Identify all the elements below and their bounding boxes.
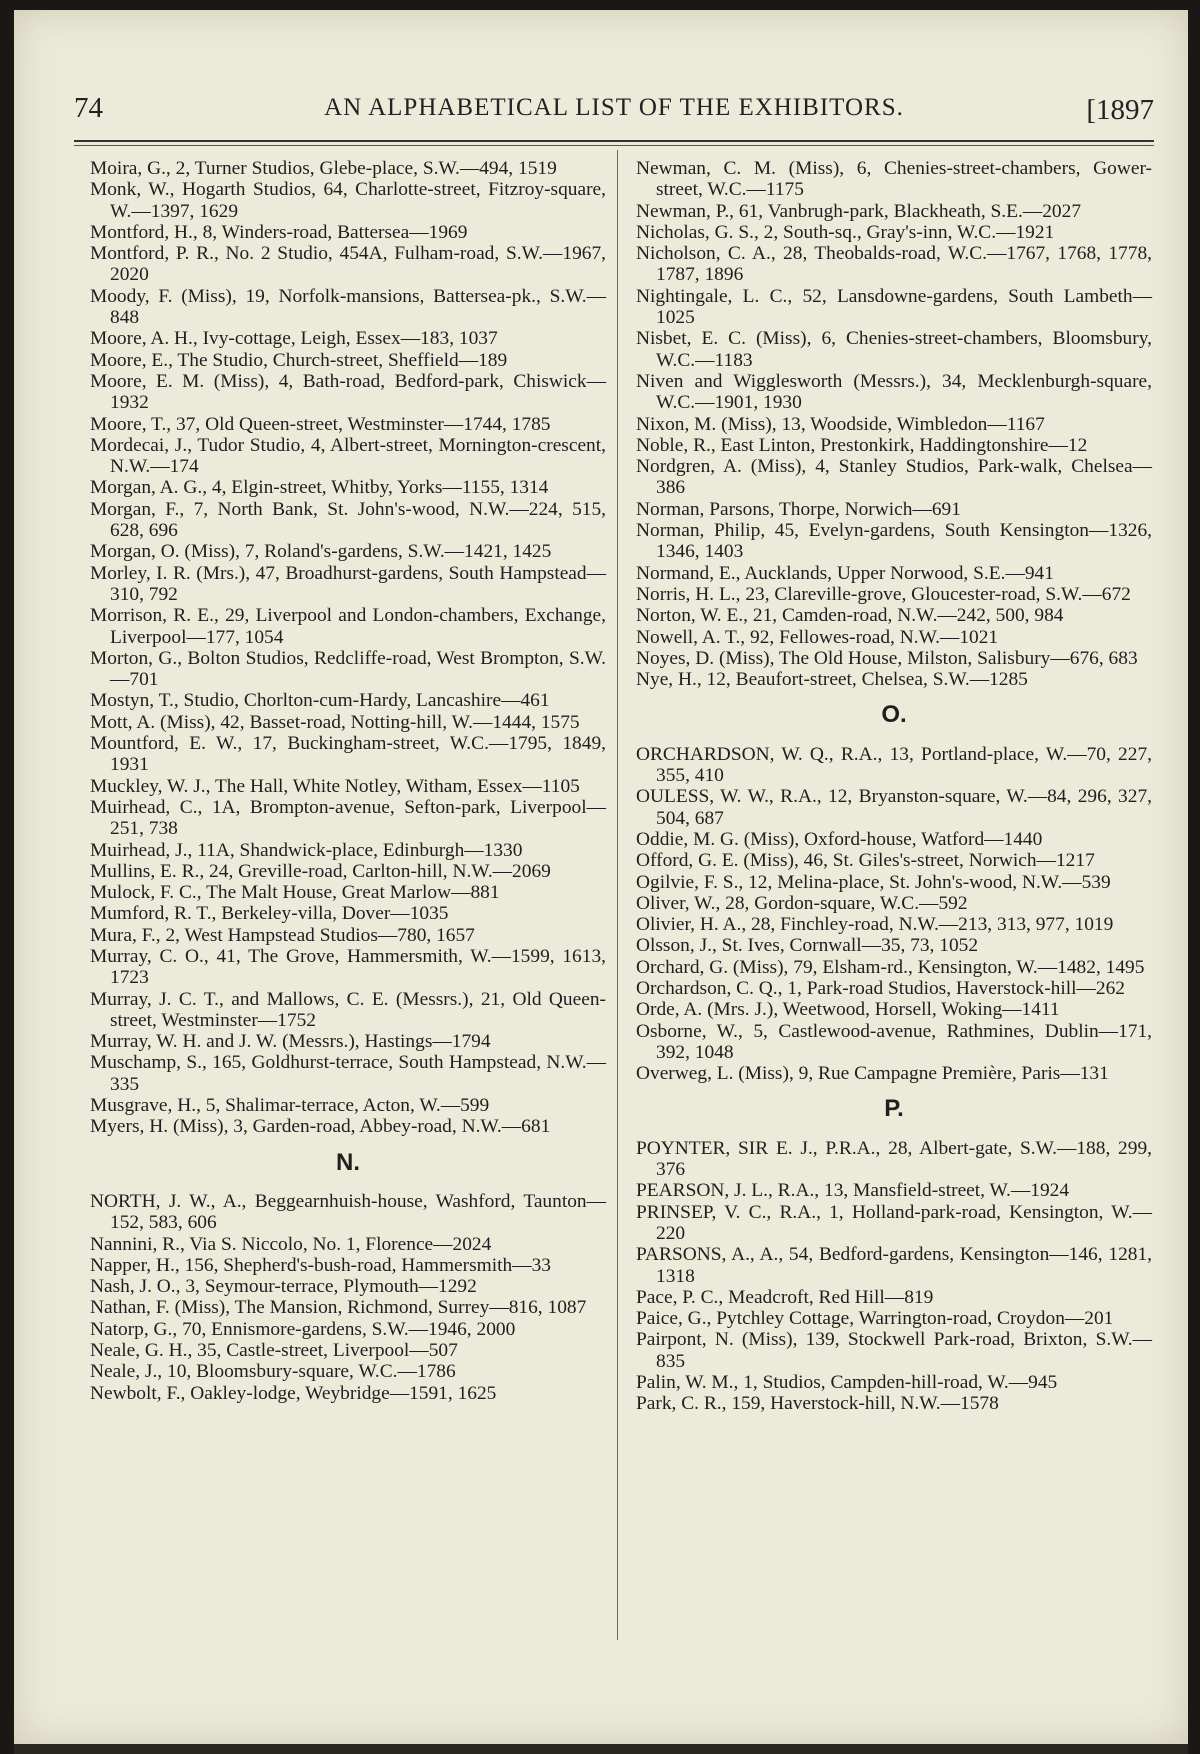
column-divider xyxy=(617,150,618,1640)
exhibitor-entry: Pace, P. C., Meadcroft, Red Hill—819 xyxy=(636,1286,934,1308)
exhibitor-entry: Normand, E., Aucklands, Upper Norwood, S.E.—941 xyxy=(636,562,1054,584)
exhibitor-entry: Murray, W. H. and J. W. (Messrs.), Hastings—1794 xyxy=(90,1031,491,1053)
exhibitor-entry: PARSONS, A., A., 54, Bedford-gardens, Kensington—146, 1281, 1318 xyxy=(636,1244,1152,1287)
exhibitor-entry: Norman, Philip, 45, Evelyn-gardens, South Kensington—1326, 1346, 1403 xyxy=(636,520,1152,563)
exhibitor-entry: Moore, E., The Studio, Church-street, Sheffield—189 xyxy=(90,349,508,371)
exhibitor-entry: Offord, G. E. (Miss), 46, St. Giles's-street, Norwich—1217 xyxy=(636,850,1095,872)
exhibitor-entry: Nightingale, L. C., 52, Lansdowne-gardens, South Lambeth—1025 xyxy=(636,285,1152,329)
exhibitor-entry: Newman, C. M. (Miss), 6, Chenies-street-chambers, Gower-street, W.C.—1175 xyxy=(636,158,1152,201)
exhibitor-entry: Morrison, R. E., 29, Liverpool and London-chambers, Exchange, Liverpool—177, 1054 xyxy=(90,605,606,648)
running-title: AN ALPHABETICAL LIST OF THE EXHIBITORS. xyxy=(324,94,904,121)
exhibitor-entry: Nicholas, G. S., 2, South-sq., Gray's-inn, W.C.—1921 xyxy=(636,221,1055,243)
exhibitor-entry: Moore, E. M. (Miss), 4, Bath-road, Bedford-park, Chiswick—1932 xyxy=(90,370,606,414)
exhibitor-entry: Olivier, H. A., 28, Finchley-road, N.W.—213, 313, 977, 1019 xyxy=(636,914,1114,936)
exhibitor-entry: OULESS, W. W., R.A., 12, Bryanston-square, W.—84, 296, 327, 504, 687 xyxy=(636,786,1152,829)
exhibitor-entry: Nash, J. O., 3, Seymour-terrace, Plymouth—1292 xyxy=(90,1276,477,1298)
exhibitor-entry: Muirhead, C., 1A, Brompton-avenue, Sefton-park, Liverpool—251, 738 xyxy=(90,796,606,840)
exhibitor-entry: Noyes, D. (Miss), The Old House, Milston, Salisbury—676, 683 xyxy=(636,647,1138,669)
exhibitor-entry: Newbolt, F., Oakley-lodge, Weybridge—1591, 1625 xyxy=(90,1382,497,1404)
exhibitor-entry: Muckley, W. J., The Hall, White Notley, Witham, Essex—1105 xyxy=(90,775,580,797)
exhibitor-entry: Moody, F. (Miss), 19, Norfolk-mansions, Battersea-pk., S.W.—848 xyxy=(90,285,606,329)
exhibitor-entry: Park, C. R., 159, Haverstock-hill, N.W.—1578 xyxy=(636,1393,999,1415)
exhibitor-entry: Muschamp, S., 165, Goldhurst-terrace, South Hampstead, N.W.—335 xyxy=(90,1052,606,1095)
page-edge-shadow xyxy=(14,1744,1188,1754)
exhibitor-entry: Orde, A. (Mrs. J.), Weetwood, Horsell, Woking—1411 xyxy=(636,999,1060,1021)
exhibitor-entry: Mura, F., 2, West Hampstead Studios—780, 1657 xyxy=(90,924,475,946)
exhibitor-entry: Montford, P. R., No. 2 Studio, 454A, Fulham-road, S.W.—1967, 2020 xyxy=(90,243,606,286)
page-header xyxy=(74,80,1154,130)
exhibitor-entry: Moira, G., 2, Turner Studios, Glebe-place, S.W.—494, 1519 xyxy=(90,158,557,179)
exhibitor-entry: Nye, H., 12, Beaufort-street, Chelsea, S.W.—1285 xyxy=(636,669,1028,691)
exhibitor-entry: Norton, W. E., 21, Camden-road, N.W.—242, 500, 984 xyxy=(636,605,1064,627)
exhibitor-entry: Mott, A. (Miss), 42, Basset-road, Notting-hill, W.—1444, 1575 xyxy=(90,711,580,733)
exhibitor-entry: Murray, J. C. T., and Mallows, C. E. (Messrs.), 21, Old Queen-street, Westminster—1752 xyxy=(90,988,606,1031)
exhibitor-entry: Murray, C. O., 41, The Grove, Hammersmith, W.—1599, 1613, 1723 xyxy=(90,945,606,989)
exhibitor-entry: Nathan, F. (Miss), The Mansion, Richmond, Surrey—816, 1087 xyxy=(90,1297,587,1319)
section-letter: P. xyxy=(884,1095,904,1123)
exhibitor-entry: Morgan, O. (Miss), 7, Roland's-gardens, S.W.—1421, 1425 xyxy=(90,541,552,563)
exhibitor-entry: Overweg, L. (Miss), 9, Rue Campagne Première, Paris—131 xyxy=(636,1063,1109,1085)
exhibitor-entry: Monk, W., Hogarth Studios, 64, Charlotte-street, Fitzroy-square, W.—1397, 1629 xyxy=(90,179,606,222)
section-letter: N. xyxy=(336,1148,360,1176)
exhibitor-entry: Norris, H. L., 23, Clareville-grove, Gloucester-road, S.W.—672 xyxy=(636,583,1131,605)
header-rule-thin xyxy=(74,145,1154,146)
right-column xyxy=(636,158,1152,1415)
exhibitor-entry: Nordgren, A. (Miss), 4, Stanley Studios, Park-walk, Chelsea—386 xyxy=(636,456,1152,499)
year-marker: [1897 xyxy=(1086,94,1154,126)
exhibitor-entry: Oddie, M. G. (Miss), Oxford-house, Watford—1440 xyxy=(636,828,1043,850)
exhibitor-entry: Oliver, W., 28, Gordon-square, W.C.—592 xyxy=(636,892,968,914)
exhibitor-entry: Noble, R., East Linton, Prestonkirk, Haddingtonshire—12 xyxy=(636,434,1088,456)
exhibitor-entry: Orchard, G. (Miss), 79, Elsham-rd., Kensington, W.—1482, 1495 xyxy=(636,956,1145,978)
exhibitor-entry: Pairpont, N. (Miss), 139, Stockwell Park-road, Brixton, S.W.—835 xyxy=(636,1329,1152,1372)
exhibitor-entry: PEARSON, J. L., R.A., 13, Mansfield-street, W.—1924 xyxy=(636,1180,1070,1202)
exhibitor-entry: Natorp, G., 70, Ennismore-gardens, S.W.—1946, 2000 xyxy=(90,1318,516,1340)
exhibitor-entry: PRINSEP, V. C., R.A., 1, Holland-park-road, Kensington, W.—220 xyxy=(636,1201,1152,1244)
exhibitor-entry: Osborne, W., 5, Castlewood-avenue, Rathmines, Dublin—171, 392, 1048 xyxy=(636,1020,1152,1063)
exhibitor-entry: Mullins, E. R., 24, Greville-road, Carlton-hill, N.W.—2069 xyxy=(90,860,551,882)
exhibitor-entry: Morton, G., Bolton Studios, Redcliffe-road, West Brompton, S.W.—701 xyxy=(90,647,606,691)
exhibitor-entry: Niven and Wigglesworth (Messrs.), 34, Mecklenburgh-square, W.C.—1901, 1930 xyxy=(636,370,1152,414)
exhibitor-entry: Neale, J., 10, Bloomsbury-square, W.C.—1786 xyxy=(90,1361,456,1383)
exhibitor-entry: Morgan, F., 7, North Bank, St. John's-wood, N.W.—224, 515, 628, 696 xyxy=(90,498,606,542)
page-number: 74 xyxy=(74,92,103,124)
exhibitor-entry: Napper, H., 156, Shepherd's-bush-road, Hammersmith—33 xyxy=(90,1254,552,1276)
exhibitor-entry: Mordecai, J., Tudor Studio, 4, Albert-street, Mornington-crescent, N.W.—174 xyxy=(90,434,606,478)
left-column xyxy=(90,158,606,1404)
exhibitor-entry: Olsson, J., St. Ives, Cornwall—35, 73, 1052 xyxy=(636,935,979,957)
exhibitor-entry: Nisbet, E. C. (Miss), 6, Chenies-street-chambers, Bloomsbury, W.C.—1183 xyxy=(636,328,1152,371)
exhibitor-entry: Neale, G. H., 35, Castle-street, Liverpool—507 xyxy=(90,1340,458,1362)
exhibitor-entry: Mumford, R. T., Berkeley-villa, Dover—1035 xyxy=(90,903,449,925)
exhibitor-entry: Nixon, M. (Miss), 13, Woodside, Wimbledon—1167 xyxy=(636,413,1045,435)
exhibitor-entry: Moore, A. H., Ivy-cottage, Leigh, Essex—183, 1037 xyxy=(90,328,498,350)
exhibitor-entry: Mulock, F. C., The Malt House, Great Marlow—881 xyxy=(90,882,500,904)
exhibitor-entry: Nicholson, C. A., 28, Theobalds-road, W.C.—1767, 1768, 1778, 1787, 1896 xyxy=(636,243,1152,286)
exhibitor-entry: Norman, Parsons, Thorpe, Norwich—691 xyxy=(636,498,961,520)
exhibitor-entry: Mountford, E. W., 17, Buckingham-street, W.C.—1795, 1849, 1931 xyxy=(90,733,606,776)
exhibitor-entry: Palin, W. M., 1, Studios, Campden-hill-road, W.—945 xyxy=(636,1372,1058,1394)
exhibitor-entry: Myers, H. (Miss), 3, Garden-road, Abbey-road, N.W.—681 xyxy=(90,1116,551,1138)
exhibitor-entry: Morgan, A. G., 4, Elgin-street, Whitby, Yorks—1155, 1314 xyxy=(90,477,549,499)
exhibitor-entry: Newman, P., 61, Vanbrugh-park, Blackheath, S.E.—2027 xyxy=(636,200,1082,222)
exhibitor-entry: Paice, G., Pytchley Cottage, Warrington-road, Croydon—201 xyxy=(636,1308,1114,1330)
section-letter: O. xyxy=(881,701,907,729)
exhibitor-entry: Montford, H., 8, Winders-road, Battersea—1969 xyxy=(90,221,468,243)
exhibitor-entry: Nannini, R., Via S. Niccolo, No. 1, Florence—2024 xyxy=(90,1233,492,1255)
exhibitor-entry: ORCHARDSON, W. Q., R.A., 13, Portland-place, W.—70, 227, 355, 410 xyxy=(636,743,1152,787)
exhibitor-entry: Moore, T., 37, Old Queen-street, Westminster—1744, 1785 xyxy=(90,413,551,435)
exhibitor-entry: POYNTER, SIR E. J., P.R.A., 28, Albert-gate, S.W.—188, 299, 376 xyxy=(636,1137,1152,1181)
exhibitor-entry: Musgrave, H., 5, Shalimar-terrace, Acton, W.—599 xyxy=(90,1095,490,1117)
exhibitor-entry: NORTH, J. W., A., Beggearnhuish-house, Washford, Taunton—152, 583, 606 xyxy=(90,1190,606,1234)
exhibitor-entry: Morley, I. R. (Mrs.), 47, Broadhurst-gardens, South Hampstead—310, 792 xyxy=(90,562,606,605)
exhibitor-entry: Muirhead, J., 11A, Shandwick-place, Edinburgh—1330 xyxy=(90,839,523,861)
exhibitor-entry: Mostyn, T., Studio, Chorlton-cum-Hardy, Lancashire—461 xyxy=(90,690,550,712)
exhibitor-entry: Ogilvie, F. S., 12, Melina-place, St. John's-wood, N.W.—539 xyxy=(636,871,1111,893)
exhibitor-entry: Nowell, A. T., 92, Fellowes-road, N.W.—1021 xyxy=(636,626,999,648)
header-rule xyxy=(74,140,1154,142)
exhibitor-entry: Orchardson, C. Q., 1, Park-road Studios, Haverstock-hill—262 xyxy=(636,977,1125,999)
